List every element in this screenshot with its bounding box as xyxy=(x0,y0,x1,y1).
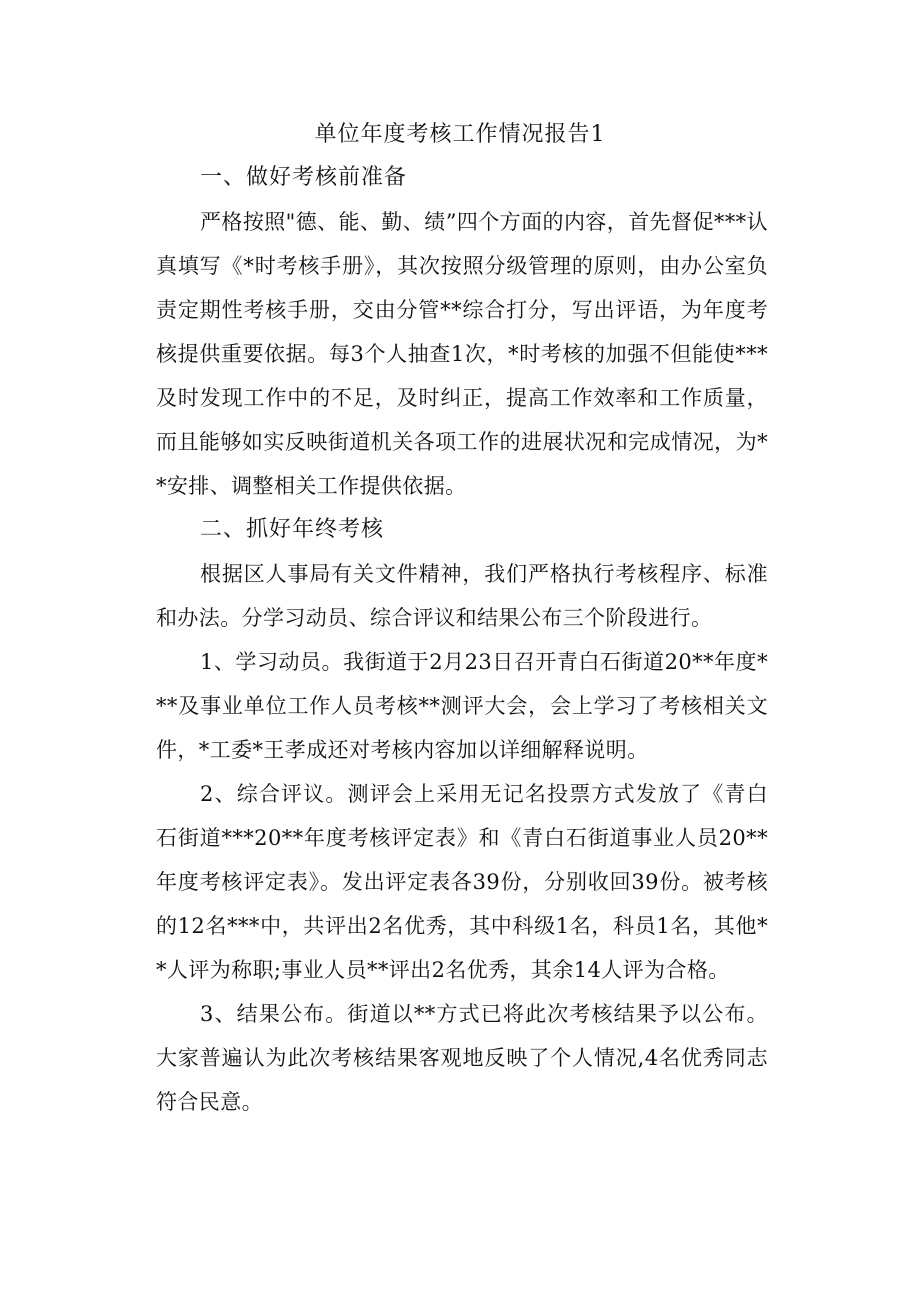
item-1-paragraph: 1、学习动员。我街道于2月23日召开青白石街道20**年度***及事业单位工作人员考核**测评大会，会上学习了考核相关文件，*工委*王孝成还对考核内容加以详细解释说明。 xyxy=(156,650,768,762)
section-1-paragraph: 严格按照"德、能、勤、绩”四个方面的内容，首先督促***认真填写《*时考核手册》，其次按照分级管理的原则，由办公室负责定期性考核手册，交由分管**综合打分，写出评语，为年度考核提供重要依据。每3个人抽查1次，*时考核的加强不但能使***及时发现工作中的不足，及时纠正，提高工作效率和工作质量，而且能够如实反映街道机关各项工作的进展状况和完成情况，为**安排、调整相关工作提供依据。 xyxy=(156,210,768,498)
document-body xyxy=(156,156,768,1124)
document-title: 单位年度考核工作情况报告1 xyxy=(314,122,606,147)
section-1-heading: 一、做好考核前准备 xyxy=(200,165,408,190)
item-3-paragraph: 3、结果公布。街道以**方式已将此次考核结果予以公布。大家普遍认为此次考核结果客观地反映了个人情况,4名优秀同志符合民意。 xyxy=(156,1002,768,1114)
item-2-paragraph: 2、综合评议。测评会上采用无记名投票方式发放了《青白石街道***20**年度考核评定表》和《青白石街道事业人员20**年度考核评定表》。发出评定表各39份，分别收回39份。被考核的12名***中，共评出2名优秀，其中科级1名，科员1名，其他**人评为称职;事业人员**评出2名优秀，其余14人评为合格。 xyxy=(156,782,768,982)
section-2-intro-paragraph: 根据区人事局有关文件精神，我们严格执行考核程序、标准和办法。分学习动员、综合评议和结果公布三个阶段进行。 xyxy=(156,562,768,630)
section-2-heading: 二、抓好年终考核 xyxy=(200,517,385,542)
